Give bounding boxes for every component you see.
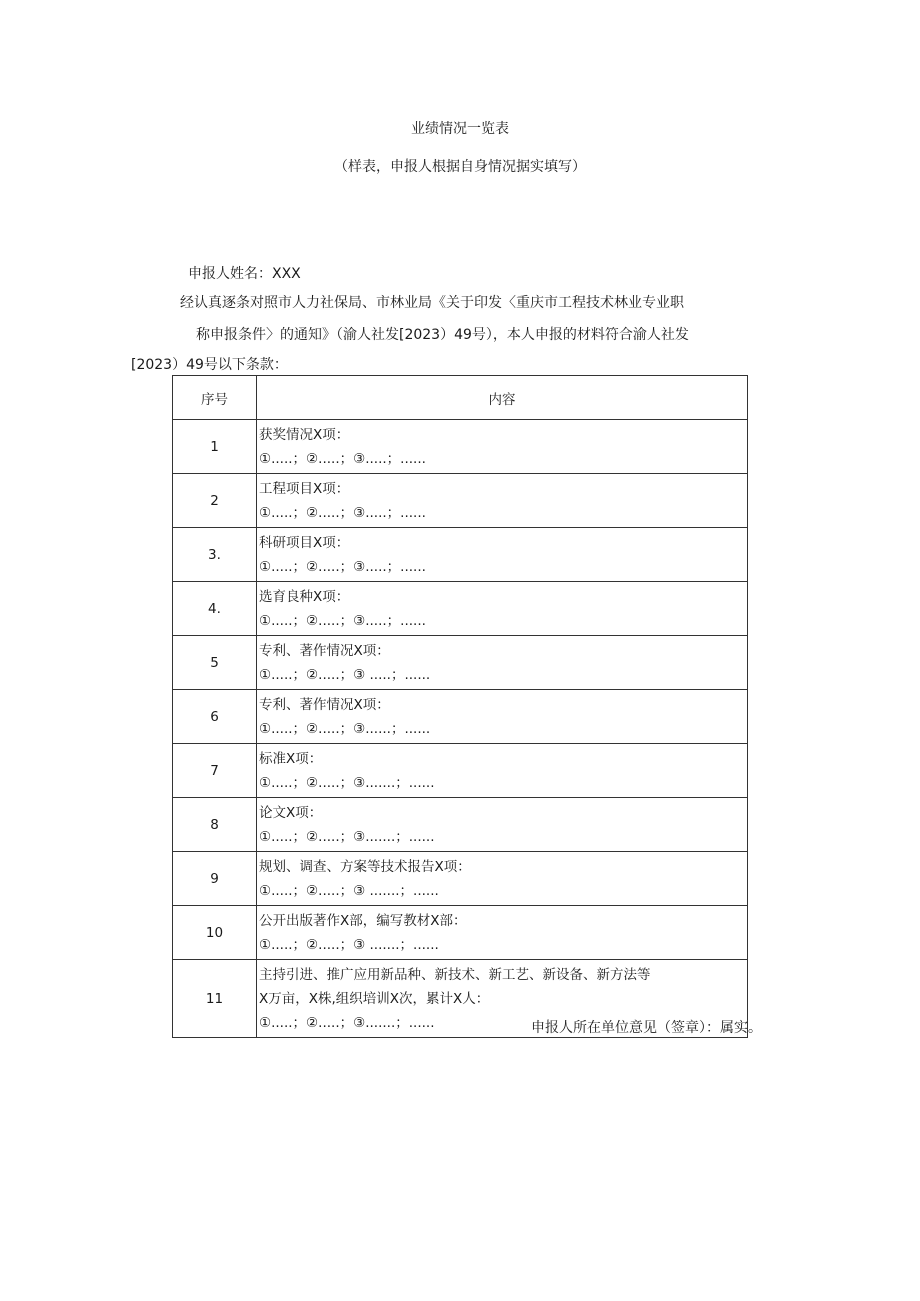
row-line: ①.....；②.....；③.....；...... <box>259 451 426 467</box>
intro-line-2: 称申报条件〉的通知》（渝人社发[2023）49号），本人申报的材料符合渝人社发 <box>196 327 689 343</box>
row-line: 专利、著作情况X项： <box>259 643 390 659</box>
table-row <box>173 420 748 474</box>
row-number: 6 <box>173 690 257 744</box>
table-row <box>173 528 748 582</box>
header-content: 内容 <box>257 376 748 420</box>
row-line: X万亩，X株,组织培训X次，累计X人： <box>259 991 490 1007</box>
row-line: ①.....；②.....；③.....；...... <box>259 505 426 521</box>
row-line: ①.....；②.....；③.....；...... <box>259 559 426 575</box>
row-number: 2 <box>173 474 257 528</box>
header-number: 序号 <box>173 376 257 420</box>
row-content <box>257 420 748 474</box>
row-number: 3. <box>173 528 257 582</box>
table-header-row <box>173 376 748 420</box>
row-number: 1 <box>173 420 257 474</box>
table-row <box>173 906 748 960</box>
table-row <box>173 474 748 528</box>
row-number: 9 <box>173 852 257 906</box>
row-line: ①.....；②.....；③.....；...... <box>259 613 426 629</box>
row-line: 论文X项： <box>259 805 323 821</box>
intro-line-3: [2023）49号以下条款： <box>131 357 288 373</box>
row-number: 4. <box>173 582 257 636</box>
row-line: ①.....；②.....；③.......；...... <box>259 775 435 791</box>
page-subtitle: （样表，申报人根据自身情况据实填写） <box>334 159 586 175</box>
row-line: 规划、调查、方案等技术报告X项： <box>259 859 471 875</box>
intro-line-1: 经认真逐条对照市人力社保局、市林业局《关于印发〈重庆市工程技术林业专业职 <box>180 295 684 311</box>
row-line: ①.....；②.....；③.......；...... <box>259 1015 435 1031</box>
row-content <box>257 582 748 636</box>
row-content <box>257 744 748 798</box>
table-row <box>173 744 748 798</box>
row-number: 10 <box>173 906 257 960</box>
table-row <box>173 636 748 690</box>
row-line: ①.....；②.....；③ .......；...... <box>259 883 439 899</box>
row-line: 工程项目X项： <box>259 481 350 497</box>
row-line: 专利、著作情况X项： <box>259 697 390 713</box>
row-number: 8 <box>173 798 257 852</box>
row-line: 标准X项： <box>259 751 323 767</box>
row-content <box>257 906 748 960</box>
row-number: 5 <box>173 636 257 690</box>
row-content <box>257 528 748 582</box>
row-content <box>257 852 748 906</box>
row-line: ①.....；②.....；③ .......；...... <box>259 937 439 953</box>
row-line: 选育良种X项： <box>259 589 350 605</box>
row-number: 11 <box>173 960 257 1038</box>
row-number: 7 <box>173 744 257 798</box>
page-title: 业绩情况一览表 <box>411 121 509 137</box>
row-line: ①.....；②.....；③......；...... <box>259 721 431 737</box>
row-line: ①.....；②.....；③ .....；...... <box>259 667 431 683</box>
row-line: 获奖情况X项： <box>259 427 350 443</box>
row-line: 公开出版著作X部，编写教材X部： <box>259 913 467 929</box>
row-content <box>257 636 748 690</box>
table-row <box>173 690 748 744</box>
table-row <box>173 852 748 906</box>
row-line: ①.....；②.....；③.......；...... <box>259 829 435 845</box>
row-line: 科研项目X项： <box>259 535 350 551</box>
applicant-name: 申报人姓名：XXX <box>188 266 301 282</box>
row-content <box>257 474 748 528</box>
row-line: 主持引进、推广应用新品种、新技术、新工艺、新设备、新方法等 <box>259 967 651 983</box>
row-content <box>257 798 748 852</box>
table-row <box>173 582 748 636</box>
unit-opinion: 申报人所在单位意见（签章）：属实。 <box>531 1020 762 1036</box>
achievement-table <box>172 375 748 1038</box>
row-content <box>257 690 748 744</box>
table-row <box>173 798 748 852</box>
